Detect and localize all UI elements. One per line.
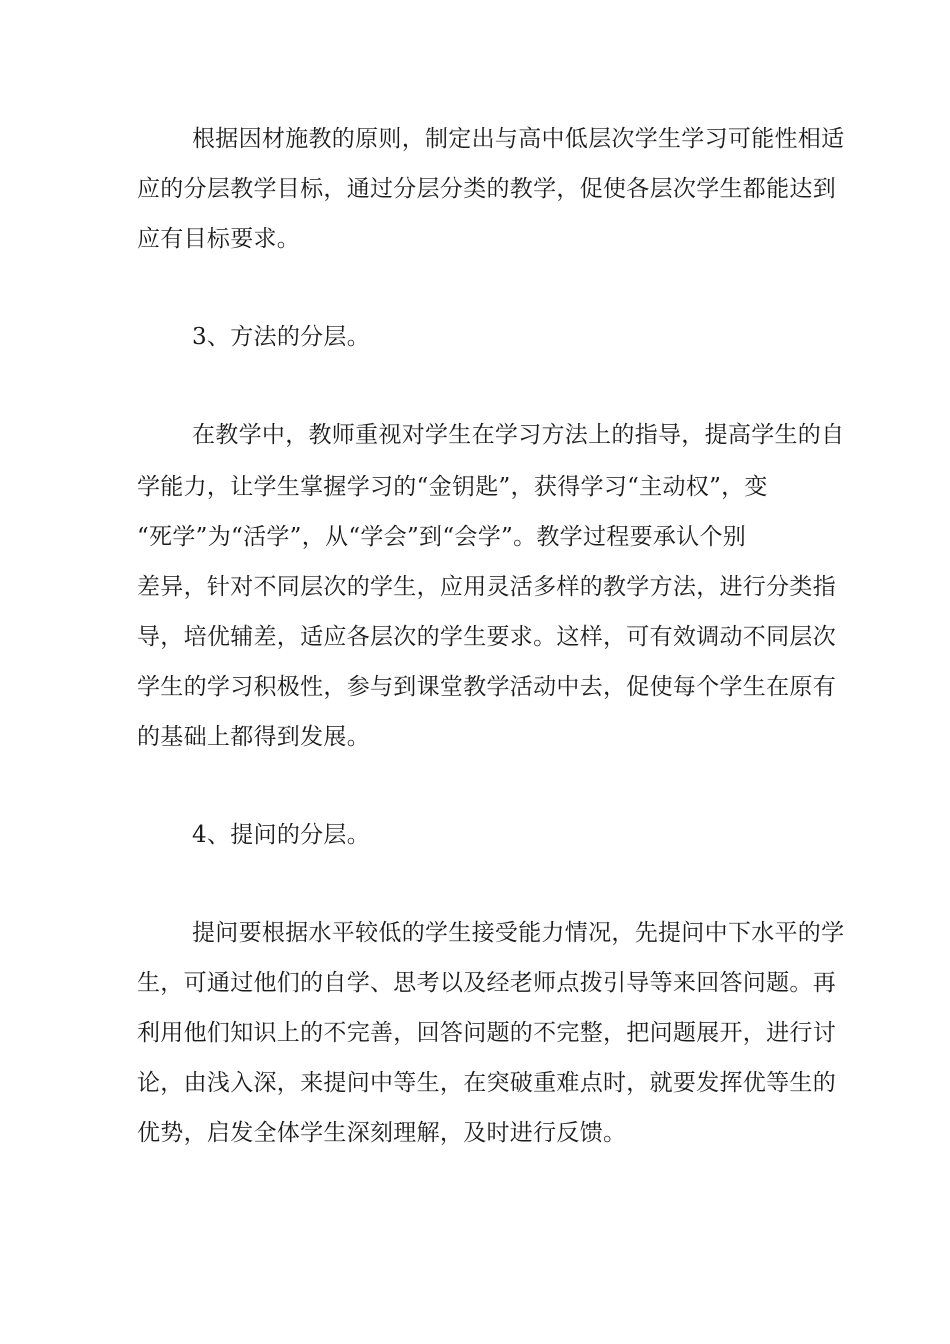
paragraph-1-line-2: 应的分层教学目标，通过分层分类的教学，促使各层次学生都能达到 xyxy=(137,176,836,202)
paragraph-1-line-1: 根据因材施教的原则，制定出与高中低层次学生学习可能性相适 xyxy=(192,126,845,152)
section-heading-3: 3、方法的分层。 xyxy=(192,324,371,350)
paragraph-3-line-2: 生，可通过他们的自学、思考以及经老师点拨引导等来回答问题。再 xyxy=(137,970,836,996)
paragraph-3-line-4: 论，由浅入深，来提问中等生，在突破重难点时，就要发挥优等生的 xyxy=(137,1070,836,1096)
section-heading-4: 4、提问的分层。 xyxy=(192,822,371,848)
paragraph-2-line-7: 的基础上都得到发展。 xyxy=(137,724,370,750)
paragraph-2-line-4: 差异，针对不同层次的学生，应用灵活多样的教学方法，进行分类指 xyxy=(137,574,836,600)
paragraph-3-line-1: 提问要根据水平较低的学生接受能力情况，先提问中下水平的学 xyxy=(192,920,845,946)
paragraph-3-line-5: 优势，启发全体学生深刻理解，及时进行反馈。 xyxy=(137,1120,627,1146)
paragraph-2-line-2: 学能力，让学生掌握学习的“金钥匙”，获得学习“主动权”，变 xyxy=(137,474,768,500)
paragraph-2-line-1: 在教学中，教师重视对学生在学习方法上的指导，提高学生的自 xyxy=(192,422,845,448)
paragraph-2-line-5: 导，培优辅差，适应各层次的学生要求。这样，可有效调动不同层次 xyxy=(137,624,836,650)
paragraph-2-line-6: 学生的学习积极性，参与到课堂教学活动中去，促使每个学生在原有 xyxy=(137,674,836,700)
paragraph-1-line-3: 应有目标要求。 xyxy=(137,226,301,252)
paragraph-2-line-3: “死学”为“活学”，从“学会”到“会学”。教学过程要承认个别 xyxy=(137,524,747,550)
paragraph-3-line-3: 利用他们知识上的不完善，回答问题的不完整，把问题展开，进行讨 xyxy=(137,1020,836,1046)
